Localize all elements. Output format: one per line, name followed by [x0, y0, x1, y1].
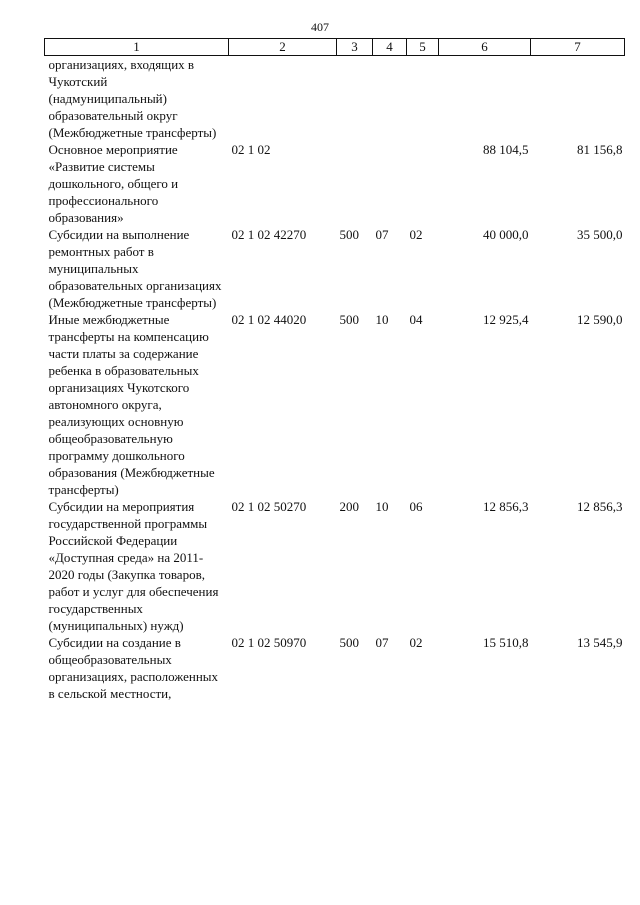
table-row	[45, 141, 625, 226]
row-code	[229, 56, 337, 142]
row-name: Субсидии на создание в общеобразовательных организациях, расположенных в сельской местности,	[48, 635, 219, 701]
row-pr: 02	[409, 635, 423, 650]
table-row	[45, 498, 625, 634]
row-pr	[407, 141, 439, 226]
row-vr	[337, 56, 373, 142]
row-sum-col7: 12 856,3	[577, 499, 623, 514]
row-name: Иные межбюджетные трансферты на компенсацию части платы за содержание ребенка в образовательных организациях Чукотского автономного округа, реализующих основную общеобразовательную программу дошкольного образования (Межбюджетные трансферты)	[48, 312, 215, 497]
column-header-1: 1	[45, 39, 229, 56]
table-row	[45, 634, 625, 702]
row-rz: 10	[375, 499, 389, 514]
row-code: 02 1 02 50970	[231, 635, 307, 650]
row-vr: 500	[339, 227, 359, 242]
row-sum-col7: 13 545,9	[577, 635, 623, 650]
table-row	[45, 56, 625, 142]
row-rz: 07	[375, 227, 389, 242]
table-header	[45, 39, 625, 56]
row-rz: 10	[375, 312, 389, 327]
column-header-3: 3	[337, 39, 373, 56]
row-code: 02 1 02 50270	[231, 499, 307, 514]
row-sum-col7: 12 590,0	[577, 312, 623, 327]
row-vr: 200	[339, 499, 359, 514]
row-sum-col7	[531, 56, 625, 142]
row-pr: 06	[409, 499, 423, 514]
row-sum-col6: 15 510,8	[483, 635, 529, 650]
row-vr	[337, 141, 373, 226]
row-sum-col7: 81 156,8	[577, 142, 623, 157]
row-vr: 500	[339, 635, 359, 650]
row-sum-col6: 88 104,5	[483, 142, 529, 157]
row-sum-col6: 12 856,3	[483, 499, 529, 514]
column-header-6: 6	[439, 39, 531, 56]
table-row	[45, 226, 625, 311]
row-sum-col6	[439, 56, 531, 142]
column-header-7: 7	[531, 39, 625, 56]
row-code: 02 1 02	[231, 142, 271, 157]
column-header-5: 5	[407, 39, 439, 56]
row-sum-col6: 40 000,0	[483, 227, 529, 242]
row-code: 02 1 02 44020	[231, 312, 307, 327]
row-pr	[407, 56, 439, 142]
budget-table	[44, 38, 625, 702]
header-row	[45, 39, 625, 56]
row-name: Основное мероприятие «Развитие системы дошкольного, общего и профессионального образования»	[48, 142, 179, 225]
row-pr: 02	[409, 227, 423, 242]
row-rz	[373, 141, 407, 226]
page-number: 407	[311, 20, 329, 34]
column-header-2: 2	[229, 39, 337, 56]
row-code: 02 1 02 42270	[231, 227, 307, 242]
row-sum-col7: 35 500,0	[577, 227, 623, 242]
table-body	[45, 56, 625, 703]
table-row	[45, 311, 625, 498]
row-rz: 07	[375, 635, 389, 650]
row-rz	[373, 56, 407, 142]
row-name: Субсидии на выполнение ремонтных работ в муниципальных образовательных организациях (Межбюджетные трансферты)	[48, 227, 222, 310]
row-sum-col6: 12 925,4	[483, 312, 529, 327]
row-pr: 04	[409, 312, 423, 327]
row-vr: 500	[339, 312, 359, 327]
row-name: организациях, входящих в Чукотский (надмуниципальный) образовательный округ (Межбюджетные трансферты)	[48, 57, 217, 140]
row-name: Субсидии на мероприятия государственной программы Российской Федерации «Доступная среда» на 2011-2020 годы (Закупка товаров, работ и услуг для обеспечения государственных (муниципальных) нужд)	[48, 499, 219, 633]
column-header-4: 4	[373, 39, 407, 56]
